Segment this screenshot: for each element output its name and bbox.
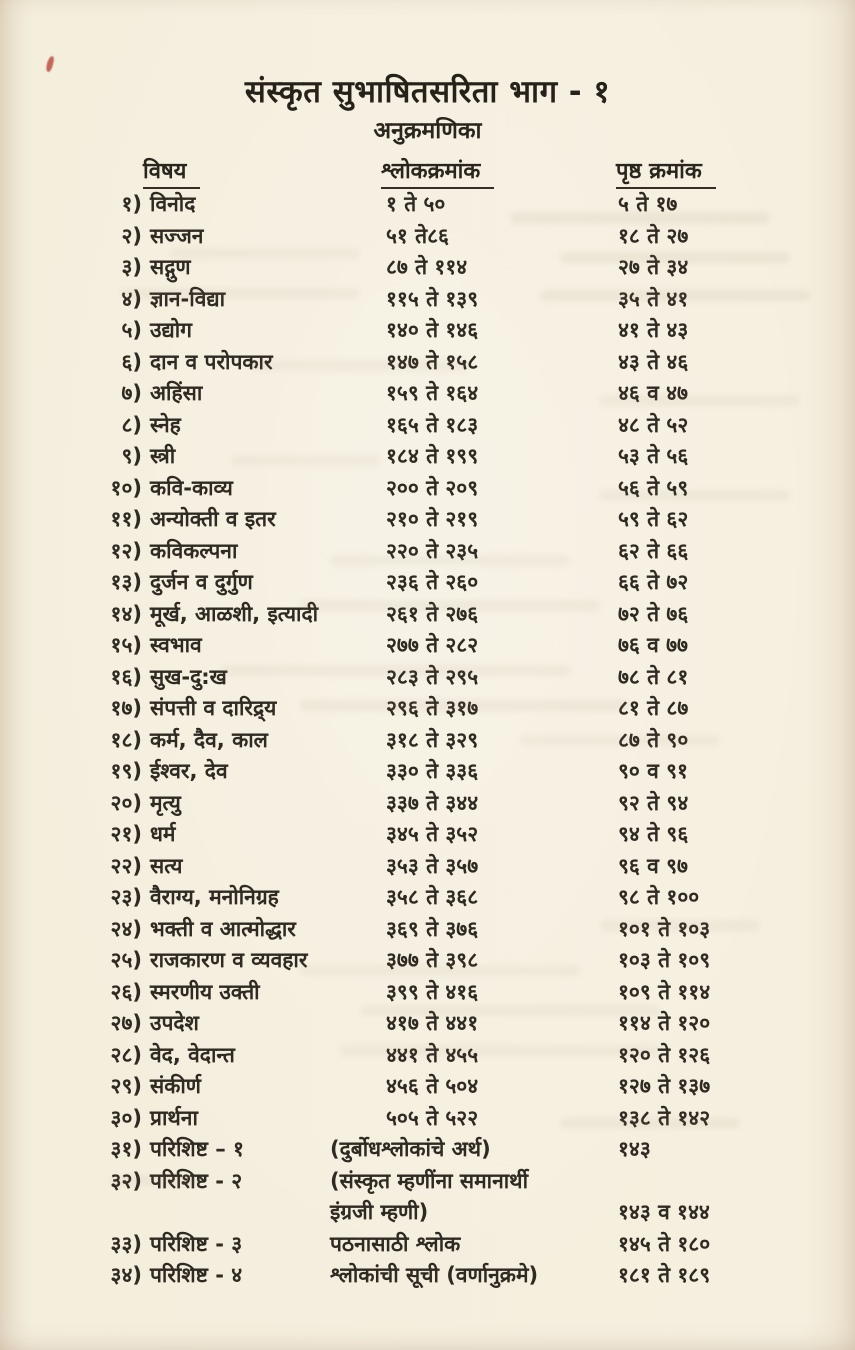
row-number: २६) xyxy=(110,979,142,1004)
row-subject: कविकल्पना xyxy=(150,538,238,563)
row-subject: दुर्जन व दुर्गुण xyxy=(150,570,253,594)
toc-row xyxy=(0,568,855,600)
row-subject: स्नेह xyxy=(150,412,181,437)
toc-row xyxy=(0,1167,855,1230)
row-shloka-range: ३५३ ते ३५७ xyxy=(386,853,479,878)
toc-row xyxy=(0,1072,855,1104)
row-number: १५) xyxy=(110,633,142,657)
row-shloka-range: २६१ ते २७६ xyxy=(386,601,479,626)
row-description-line: इंग्रजी म्हणी) xyxy=(330,1200,429,1224)
toc-row xyxy=(0,505,855,537)
row-page-range: १४३ व १४४ xyxy=(618,1200,710,1224)
toc-row xyxy=(0,1230,855,1262)
row-subject: कवि-काव्य xyxy=(150,475,233,500)
row-number: ३) xyxy=(121,255,142,279)
row-subject: मूर्ख, आळशी, इत्यादी xyxy=(150,601,319,626)
row-number: २५) xyxy=(110,948,142,972)
row-description xyxy=(330,1167,528,1230)
row-number: ११) xyxy=(110,507,142,531)
row-description-line: (संस्कृत म्हणींना समानार्थी xyxy=(330,1168,529,1193)
toc-row xyxy=(0,978,855,1010)
row-page-range: ११४ ते १२० xyxy=(618,1011,711,1035)
row-subject: मृत्यु xyxy=(150,790,181,815)
toc-row xyxy=(0,663,855,695)
row-number: २७) xyxy=(110,1011,142,1035)
row-subject: सज्जन xyxy=(150,223,204,248)
row-shloka-range: २२० ते २३५ xyxy=(386,538,479,563)
row-number: ५) xyxy=(121,318,142,342)
toc-row xyxy=(0,1009,855,1041)
row-shloka-range: २८३ ते २९५ xyxy=(386,664,479,689)
row-number: ३४) xyxy=(110,1263,142,1287)
row-shloka-range: १८४ ते १९९ xyxy=(386,444,479,468)
row-page-range: २७ ते ३४ xyxy=(618,255,689,279)
row-subject: परिशिष्ट - ४ xyxy=(150,1263,243,1287)
row-subject: धर्म xyxy=(150,822,176,846)
row-page-range: ५६ ते ५९ xyxy=(618,475,689,500)
toc-row xyxy=(0,726,855,758)
row-subject: स्मरणीय उक्ती xyxy=(150,979,260,1004)
row-page-range: १८१ ते १८९ xyxy=(618,1263,711,1287)
row-subject: उपदेश xyxy=(150,1011,199,1035)
row-shloka-range: २३६ ते २६० xyxy=(386,570,479,594)
row-shloka-range: ३७७ ते ३९८ xyxy=(386,948,479,972)
toc-row xyxy=(0,757,855,789)
row-subject: भक्ती व आत्मोद्धार xyxy=(150,916,296,941)
row-shloka-range: २१० ते २१९ xyxy=(386,507,479,531)
toc-row xyxy=(0,253,855,285)
row-page-range: ७६ व ७७ xyxy=(618,633,688,657)
toc-row xyxy=(0,316,855,348)
row-description: पठनासाठी श्लोक xyxy=(330,1231,461,1256)
row-page-range: ६६ ते ७२ xyxy=(618,570,689,594)
toc-row xyxy=(0,1041,855,1073)
toc-row xyxy=(0,600,855,632)
row-subject: दान व परोपकार xyxy=(150,349,273,374)
row-shloka-range: २७७ ते २८२ xyxy=(386,633,479,657)
row-shloka-range: ४४१ ते ४५५ xyxy=(386,1042,479,1067)
row-page-range: ३५ ते ४१ xyxy=(618,286,689,311)
row-number: १६) xyxy=(110,664,142,689)
row-page-range: १३८ ते १४२ xyxy=(618,1105,711,1130)
row-page-range: ९२ ते ९४ xyxy=(618,790,689,815)
row-page-range: ५३ ते ५६ xyxy=(618,444,689,468)
toc-row xyxy=(0,852,855,884)
row-subject: स्वभाव xyxy=(150,633,202,657)
toc-row xyxy=(0,1135,855,1167)
toc-table xyxy=(0,190,855,1300)
row-shloka-range: ४१७ ते ४४१ xyxy=(386,1011,479,1035)
toc-row xyxy=(0,474,855,506)
row-shloka-range: २०० ते २०९ xyxy=(386,475,479,500)
row-shloka-range: २९६ ते ३१७ xyxy=(386,696,479,720)
row-number: १९) xyxy=(110,759,142,783)
row-number: २२) xyxy=(110,853,142,878)
row-page-range: ४१ ते ४३ xyxy=(618,318,689,342)
row-page-range: १४५ ते १८० xyxy=(618,1231,711,1256)
toc-row xyxy=(0,1261,855,1293)
row-page-range: ४६ व ४७ xyxy=(618,381,688,405)
row-page-range: १०३ ते १०९ xyxy=(618,948,711,972)
row-page-range: ५ ते १७ xyxy=(618,192,678,216)
row-number: २४) xyxy=(110,916,142,941)
row-shloka-range: ३६९ ते ३७६ xyxy=(386,916,479,941)
row-subject: परिशिष्ट – १ xyxy=(150,1137,244,1161)
row-subject: संकीर्ण xyxy=(150,1074,201,1098)
row-page-range: १२७ ते १३७ xyxy=(618,1074,711,1098)
toc-heading: अनुक्रमणिका xyxy=(373,118,482,144)
row-shloka-range: ११५ ते १३९ xyxy=(386,286,479,311)
row-number: २०) xyxy=(110,790,142,815)
row-page-range: ९० व ९१ xyxy=(618,759,688,783)
row-shloka-range: ३३० ते ३३६ xyxy=(386,759,479,783)
row-number: १२) xyxy=(110,538,142,563)
row-number: ६) xyxy=(121,349,142,374)
row-number: १४) xyxy=(110,601,142,626)
row-shloka-range: ३५८ ते ३६८ xyxy=(386,885,479,909)
row-number: ८) xyxy=(121,412,142,437)
row-number: १) xyxy=(121,192,142,216)
row-number: १७) xyxy=(110,696,142,720)
row-number: ३०) xyxy=(110,1105,142,1130)
toc-row xyxy=(0,190,855,222)
row-subject: राजकारण व व्यवहार xyxy=(150,948,308,972)
book-title: संस्कृत सुभाषितसरिता भाग - १ xyxy=(244,74,611,110)
toc-row xyxy=(0,789,855,821)
row-subject: स्त्री xyxy=(150,444,176,468)
row-page-range: ६२ ते ६६ xyxy=(618,538,689,563)
toc-row xyxy=(0,537,855,569)
row-subject: सुख-दु:ख xyxy=(150,664,227,689)
row-shloka-range: ३४५ ते ३५२ xyxy=(386,822,479,846)
column-header-shloka-number: श्लोकक्रमांक xyxy=(381,155,494,189)
toc-row xyxy=(0,694,855,726)
row-shloka-range: १५९ ते १६४ xyxy=(386,381,479,405)
row-subject: ज्ञान-विद्या xyxy=(150,286,226,311)
toc-row xyxy=(0,285,855,317)
row-number: २१) xyxy=(110,822,142,846)
row-page-range: ९४ ते ९६ xyxy=(618,822,689,846)
row-shloka-range: ८७ ते ११४ xyxy=(386,255,468,279)
row-subject: अन्योक्ती व इतर xyxy=(150,507,276,531)
row-page-range: १२० ते १२६ xyxy=(618,1042,711,1067)
row-shloka-range: १४७ ते १५८ xyxy=(386,349,479,374)
row-page-range: १८ ते २७ xyxy=(618,223,689,248)
row-subject: प्रार्थना xyxy=(150,1105,198,1130)
toc-row xyxy=(0,379,855,411)
row-number: २) xyxy=(121,223,142,248)
row-page-range: ४८ ते ५२ xyxy=(618,412,689,437)
row-description: श्लोकांची सूची (वर्णानुक्रमे) xyxy=(330,1263,539,1287)
toc-row xyxy=(0,411,855,443)
toc-row xyxy=(0,442,855,474)
row-subject: उद्योग xyxy=(150,318,192,342)
row-subject: संपत्ती व दारिद्र्य xyxy=(150,696,277,720)
row-page-range: ५९ ते ६२ xyxy=(618,507,689,531)
row-subject: अहिंसा xyxy=(150,381,203,405)
row-number: ३२) xyxy=(110,1168,142,1193)
toc-row xyxy=(0,946,855,978)
toc-row xyxy=(0,222,855,254)
row-shloka-range: १४० ते १४६ xyxy=(386,318,479,342)
row-subject: विनोद xyxy=(150,192,196,216)
row-page-range: ९६ व ९७ xyxy=(618,853,688,878)
row-page-range: ७२ ते ७६ xyxy=(618,601,689,626)
row-shloka-range: ४५६ ते ५०४ xyxy=(386,1074,479,1098)
row-description: (दुर्बोधश्लोकांचे अर्थ) xyxy=(330,1137,491,1161)
row-page-range: ८७ ते ९० xyxy=(618,727,689,752)
row-shloka-range: १ ते ५० xyxy=(386,192,446,216)
row-shloka-range: ३१८ ते ३२९ xyxy=(386,727,479,752)
column-header-subject: विषय xyxy=(143,155,200,189)
toc-row xyxy=(0,883,855,915)
row-subject: कर्म, दैव, काल xyxy=(150,727,268,752)
row-subject: वेद, वेदान्त xyxy=(150,1042,235,1067)
row-number: २९) xyxy=(110,1074,142,1098)
row-subject: वैराग्य, मनोनिग्रह xyxy=(150,885,279,909)
toc-row xyxy=(0,348,855,380)
row-number: ३३) xyxy=(110,1231,142,1256)
column-header-page-number: पृष्ठ क्रमांक xyxy=(616,155,716,189)
row-number: १०) xyxy=(110,475,142,500)
row-subject: ईश्वर, देव xyxy=(150,759,228,783)
toc-row xyxy=(0,915,855,947)
row-page-range: ७८ ते ८१ xyxy=(618,664,689,689)
row-subject: सत्य xyxy=(150,853,183,878)
row-shloka-range: ३३७ ते ३४४ xyxy=(386,790,479,815)
row-page-range: ८१ ते ८७ xyxy=(618,696,689,720)
row-subject: परिशिष्ट - ३ xyxy=(150,1231,243,1256)
row-number: २३) xyxy=(110,885,142,909)
row-shloka-range: ५१ ते८६ xyxy=(386,223,449,248)
row-number: ४) xyxy=(121,286,142,311)
row-page-range: १०९ ते ११४ xyxy=(618,979,711,1004)
row-number: ७) xyxy=(121,381,142,405)
row-page-range: ९८ ते १०० xyxy=(618,885,700,909)
row-subject: सद्गुण xyxy=(150,255,191,279)
row-number: २८) xyxy=(110,1042,142,1067)
row-shloka-range: ५०५ ते ५२२ xyxy=(386,1105,479,1130)
row-page-range: ४३ ते ४६ xyxy=(618,349,689,374)
row-number: १८) xyxy=(110,727,142,752)
row-number: १३) xyxy=(110,570,142,594)
row-shloka-range: १६५ ते १८३ xyxy=(386,412,479,437)
row-number: ३१) xyxy=(110,1137,142,1161)
row-page-range: १४३ xyxy=(618,1137,651,1161)
row-subject: परिशिष्ट - २ xyxy=(150,1168,243,1193)
row-number: ९) xyxy=(121,444,142,468)
row-page-range: १०१ ते १०३ xyxy=(618,916,711,941)
toc-row xyxy=(0,820,855,852)
toc-row xyxy=(0,1104,855,1136)
row-shloka-range: ३९९ ते ४१६ xyxy=(386,979,479,1004)
toc-row xyxy=(0,631,855,663)
